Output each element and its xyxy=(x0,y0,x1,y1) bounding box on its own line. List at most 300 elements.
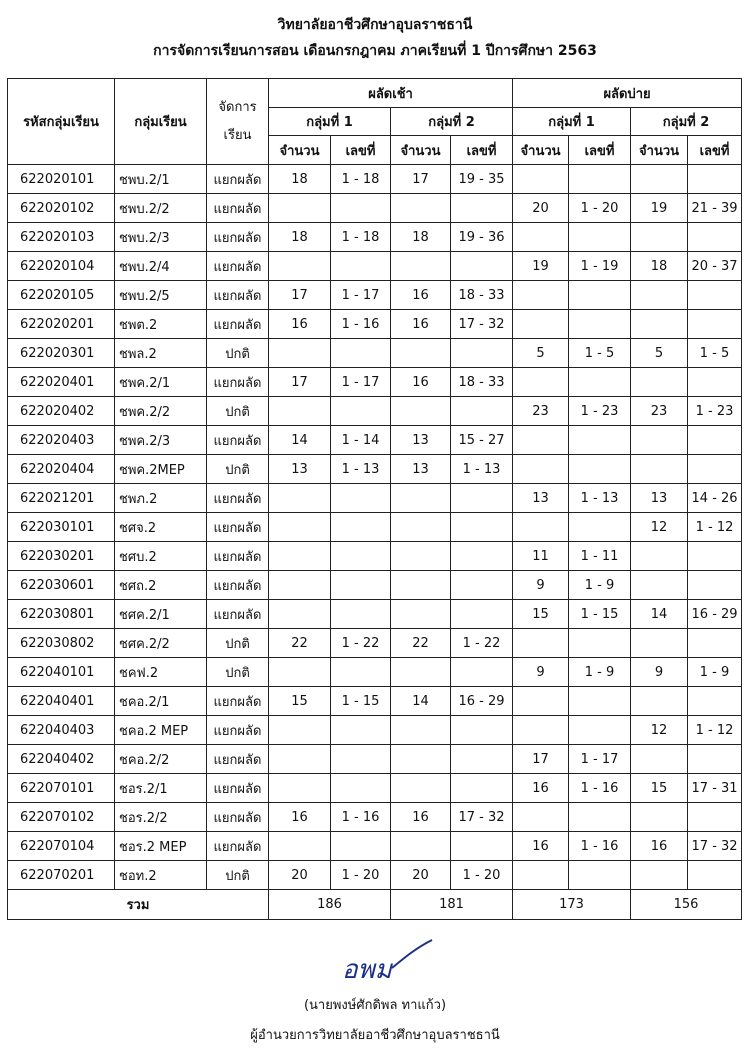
cell-morning-g1-number: 1 - 18 xyxy=(331,223,391,252)
cell-afternoon-g1-count xyxy=(513,455,569,484)
cell-morning-g1-number xyxy=(331,600,391,629)
total-label: รวม xyxy=(8,890,269,920)
header-morning-group1: กลุ่มที่ 1 xyxy=(269,108,391,136)
cell-mgmt: แยกผลัด xyxy=(207,223,269,252)
cell-morning-g2-count: 16 xyxy=(391,803,451,832)
cell-morning-g1-number: 1 - 20 xyxy=(331,861,391,890)
cell-afternoon-g1-count xyxy=(513,716,569,745)
cell-afternoon-g2-count: 15 xyxy=(631,774,688,803)
cell-afternoon-g1-count: 17 xyxy=(513,745,569,774)
cell-mgmt: แยกผลัด xyxy=(207,513,269,542)
cell-afternoon-g1-number xyxy=(569,165,631,194)
cell-morning-g1-number: 1 - 22 xyxy=(331,629,391,658)
cell-morning-g1-count: 18 xyxy=(269,165,331,194)
cell-afternoon-g1-count: 23 xyxy=(513,397,569,426)
cell-afternoon-g2-count xyxy=(631,223,688,252)
cell-mgmt: แยกผลัด xyxy=(207,426,269,455)
cell-afternoon-g1-count xyxy=(513,310,569,339)
cell-afternoon-g1-count xyxy=(513,803,569,832)
cell-afternoon-g1-number: 1 - 23 xyxy=(569,397,631,426)
cell-mgmt: แยกผลัด xyxy=(207,542,269,571)
cell-afternoon-g2-count: 13 xyxy=(631,484,688,513)
cell-code: 622020403 xyxy=(8,426,115,455)
cell-group: ชอร.2 MEP xyxy=(115,832,207,861)
total-afternoon-group1: 173 xyxy=(513,890,631,920)
cell-afternoon-g1-number xyxy=(569,455,631,484)
total-afternoon-group2: 156 xyxy=(631,890,742,920)
cell-morning-g1-number: 1 - 14 xyxy=(331,426,391,455)
cell-afternoon-g2-count: 12 xyxy=(631,513,688,542)
cell-morning-g1-count: 16 xyxy=(269,803,331,832)
cell-afternoon-g1-count xyxy=(513,861,569,890)
cell-morning-g2-number xyxy=(451,542,513,571)
cell-afternoon-g1-count: 19 xyxy=(513,252,569,281)
cell-morning-g2-number: 15 - 27 xyxy=(451,426,513,455)
cell-morning-g1-count: 20 xyxy=(269,861,331,890)
cell-code: 622020104 xyxy=(8,252,115,281)
cell-group: ชพค.2/1 xyxy=(115,368,207,397)
cell-mgmt: ปกติ xyxy=(207,339,269,368)
cell-mgmt: ปกติ xyxy=(207,397,269,426)
header-morning-group2: กลุ่มที่ 2 xyxy=(391,108,513,136)
cell-code: 622070201 xyxy=(8,861,115,890)
cell-afternoon-g2-count xyxy=(631,281,688,310)
cell-morning-g2-count xyxy=(391,397,451,426)
table-row xyxy=(8,600,742,629)
cell-morning-g2-count xyxy=(391,513,451,542)
cell-mgmt: ปกติ xyxy=(207,861,269,890)
cell-morning-g1-number xyxy=(331,513,391,542)
cell-morning-g1-number: 1 - 13 xyxy=(331,455,391,484)
header-number: เลขที่ xyxy=(688,136,742,165)
cell-afternoon-g1-count: 15 xyxy=(513,600,569,629)
cell-morning-g1-number xyxy=(331,397,391,426)
cell-morning-g2-number xyxy=(451,252,513,281)
table-row xyxy=(8,368,742,397)
cell-mgmt: แยกผลัด xyxy=(207,194,269,223)
cell-code: 622040403 xyxy=(8,716,115,745)
cell-morning-g2-number xyxy=(451,832,513,861)
cell-code: 622030101 xyxy=(8,513,115,542)
signer-name: (นายพงษ์ศักดิพล ทาแก้ว) xyxy=(303,998,447,1013)
cell-afternoon-g1-number xyxy=(569,281,631,310)
cell-morning-g2-number: 18 - 33 xyxy=(451,281,513,310)
cell-mgmt: แยกผลัด xyxy=(207,281,269,310)
cell-code: 622021201 xyxy=(8,484,115,513)
cell-morning-g1-count xyxy=(269,397,331,426)
cell-afternoon-g2-number: 14 - 26 xyxy=(688,484,742,513)
header-morning-shift: ผลัดเช้า xyxy=(269,79,513,108)
table-row xyxy=(8,484,742,513)
document-subtitle: การจัดการเรียนการสอน เดือนกรกฎาคม ภาคเรียนที่ 1 ปีการศึกษา 2563 xyxy=(153,43,597,59)
cell-afternoon-g2-number: 17 - 32 xyxy=(688,832,742,861)
cell-afternoon-g1-number xyxy=(569,716,631,745)
header-number: เลขที่ xyxy=(331,136,391,165)
cell-afternoon-g2-number xyxy=(688,310,742,339)
cell-code: 622020401 xyxy=(8,368,115,397)
cell-morning-g2-count: 13 xyxy=(391,455,451,484)
cell-afternoon-g2-count xyxy=(631,426,688,455)
cell-code: 622040402 xyxy=(8,745,115,774)
cell-code: 622030801 xyxy=(8,600,115,629)
cell-afternoon-g1-count: 16 xyxy=(513,774,569,803)
cell-mgmt: แยกผลัด xyxy=(207,571,269,600)
cell-morning-g2-number: 1 - 13 xyxy=(451,455,513,484)
table-row xyxy=(8,832,742,861)
cell-afternoon-g2-count xyxy=(631,310,688,339)
cell-morning-g1-number: 1 - 17 xyxy=(331,368,391,397)
cell-morning-g2-number xyxy=(451,658,513,687)
cell-afternoon-g1-number: 1 - 17 xyxy=(569,745,631,774)
cell-morning-g1-count: 14 xyxy=(269,426,331,455)
cell-afternoon-g2-count xyxy=(631,571,688,600)
cell-morning-g1-number: 1 - 18 xyxy=(331,165,391,194)
cell-afternoon-g1-count xyxy=(513,368,569,397)
cell-group: ชศบ.2 xyxy=(115,542,207,571)
cell-mgmt: แยกผลัด xyxy=(207,803,269,832)
table-row xyxy=(8,165,742,194)
signature-stroke xyxy=(392,940,432,968)
cell-morning-g1-count xyxy=(269,658,331,687)
cell-afternoon-g2-number: 20 - 37 xyxy=(688,252,742,281)
cell-morning-g2-number: 1 - 20 xyxy=(451,861,513,890)
cell-afternoon-g2-count: 19 xyxy=(631,194,688,223)
cell-afternoon-g2-count xyxy=(631,629,688,658)
header-afternoon-group2: กลุ่มที่ 2 xyxy=(631,108,742,136)
cell-afternoon-g2-number xyxy=(688,803,742,832)
cell-morning-g2-number xyxy=(451,774,513,803)
cell-morning-g2-number: 16 - 29 xyxy=(451,687,513,716)
cell-morning-g2-count: 14 xyxy=(391,687,451,716)
cell-afternoon-g2-number: 1 - 5 xyxy=(688,339,742,368)
cell-morning-g1-count: 15 xyxy=(269,687,331,716)
cell-afternoon-g1-count: 11 xyxy=(513,542,569,571)
table-row xyxy=(8,658,742,687)
table-row xyxy=(8,281,742,310)
cell-afternoon-g2-number xyxy=(688,629,742,658)
cell-morning-g1-count: 17 xyxy=(269,281,331,310)
signature-mark xyxy=(320,938,440,988)
cell-afternoon-g1-number: 1 - 19 xyxy=(569,252,631,281)
cell-morning-g1-number: 1 - 16 xyxy=(331,310,391,339)
cell-group: ชศค.2/1 xyxy=(115,600,207,629)
signature-scribble: อพม xyxy=(342,955,392,985)
cell-afternoon-g2-number xyxy=(688,165,742,194)
cell-morning-g2-number xyxy=(451,600,513,629)
cell-group: ชศถ.2 xyxy=(115,571,207,600)
cell-afternoon-g1-number xyxy=(569,629,631,658)
cell-afternoon-g2-count xyxy=(631,455,688,484)
cell-morning-g1-count: 16 xyxy=(269,310,331,339)
cell-afternoon-g2-count xyxy=(631,165,688,194)
cell-morning-g1-count xyxy=(269,513,331,542)
cell-code: 622020103 xyxy=(8,223,115,252)
cell-afternoon-g1-number xyxy=(569,223,631,252)
cell-morning-g2-count xyxy=(391,339,451,368)
cell-afternoon-g2-number: 1 - 9 xyxy=(688,658,742,687)
cell-morning-g2-count: 17 xyxy=(391,165,451,194)
cell-afternoon-g2-number xyxy=(688,745,742,774)
header-count: จำนวน xyxy=(269,136,331,165)
cell-afternoon-g2-number: 17 - 31 xyxy=(688,774,742,803)
cell-mgmt: ปกติ xyxy=(207,629,269,658)
cell-mgmt: แยกผลัด xyxy=(207,600,269,629)
cell-mgmt: ปกติ xyxy=(207,455,269,484)
table-row xyxy=(8,571,742,600)
cell-afternoon-g2-count xyxy=(631,745,688,774)
cell-code: 622020101 xyxy=(8,165,115,194)
cell-afternoon-g2-number xyxy=(688,687,742,716)
cell-afternoon-g1-number: 1 - 9 xyxy=(569,658,631,687)
cell-morning-g1-count: 18 xyxy=(269,223,331,252)
cell-morning-g2-count: 16 xyxy=(391,281,451,310)
cell-afternoon-g2-number xyxy=(688,223,742,252)
cell-afternoon-g1-number: 1 - 13 xyxy=(569,484,631,513)
cell-morning-g2-count xyxy=(391,745,451,774)
table-body xyxy=(8,165,742,890)
cell-mgmt: แยกผลัด xyxy=(207,368,269,397)
header-afternoon-shift: ผลัดบ่าย xyxy=(513,79,742,108)
cell-mgmt: แยกผลัด xyxy=(207,716,269,745)
cell-afternoon-g2-number: 16 - 29 xyxy=(688,600,742,629)
cell-group: ชพค.2MEP xyxy=(115,455,207,484)
cell-afternoon-g1-count: 9 xyxy=(513,658,569,687)
cell-code: 622040101 xyxy=(8,658,115,687)
table-row xyxy=(8,803,742,832)
cell-afternoon-g2-number xyxy=(688,571,742,600)
cell-group: ชคอ.2/1 xyxy=(115,687,207,716)
table-row xyxy=(8,252,742,281)
cell-morning-g2-count xyxy=(391,542,451,571)
cell-afternoon-g1-number: 1 - 9 xyxy=(569,571,631,600)
cell-code: 622020105 xyxy=(8,281,115,310)
cell-group: ชพบ.2/5 xyxy=(115,281,207,310)
cell-morning-g1-count xyxy=(269,716,331,745)
cell-afternoon-g2-number xyxy=(688,861,742,890)
table-row xyxy=(8,687,742,716)
cell-morning-g2-count xyxy=(391,484,451,513)
total-morning-group1: 186 xyxy=(269,890,391,920)
cell-group: ชคอ.2/2 xyxy=(115,745,207,774)
cell-afternoon-g1-count: 9 xyxy=(513,571,569,600)
cell-code: 622070101 xyxy=(8,774,115,803)
cell-morning-g1-number xyxy=(331,774,391,803)
table-row xyxy=(8,223,742,252)
header-count: จำนวน xyxy=(513,136,569,165)
cell-morning-g2-number xyxy=(451,339,513,368)
cell-morning-g2-count xyxy=(391,600,451,629)
cell-group: ชพต.2 xyxy=(115,310,207,339)
cell-morning-g2-number xyxy=(451,513,513,542)
cell-afternoon-g1-number xyxy=(569,687,631,716)
cell-group: ชอร.2/2 xyxy=(115,803,207,832)
cell-afternoon-g2-count: 16 xyxy=(631,832,688,861)
cell-mgmt: แยกผลัด xyxy=(207,310,269,339)
cell-afternoon-g2-count xyxy=(631,803,688,832)
cell-morning-g2-number xyxy=(451,571,513,600)
cell-afternoon-g2-number xyxy=(688,455,742,484)
cell-afternoon-g2-number xyxy=(688,368,742,397)
table-row xyxy=(8,426,742,455)
cell-afternoon-g1-number xyxy=(569,310,631,339)
cell-morning-g1-number xyxy=(331,745,391,774)
cell-afternoon-g1-count xyxy=(513,426,569,455)
cell-afternoon-g2-count xyxy=(631,687,688,716)
table-row xyxy=(8,745,742,774)
cell-group: ชพภ.2 xyxy=(115,484,207,513)
cell-morning-g1-number xyxy=(331,339,391,368)
cell-afternoon-g1-count: 5 xyxy=(513,339,569,368)
cell-morning-g1-count: 17 xyxy=(269,368,331,397)
cell-morning-g1-count xyxy=(269,542,331,571)
cell-code: 622030201 xyxy=(8,542,115,571)
table-row xyxy=(8,513,742,542)
cell-morning-g1-number xyxy=(331,832,391,861)
table-row xyxy=(8,774,742,803)
cell-group: ชพค.2/2 xyxy=(115,397,207,426)
cell-afternoon-g1-count xyxy=(513,165,569,194)
cell-morning-g2-number xyxy=(451,716,513,745)
cell-afternoon-g1-count xyxy=(513,629,569,658)
cell-morning-g1-number xyxy=(331,542,391,571)
cell-code: 622040401 xyxy=(8,687,115,716)
cell-code: 622020201 xyxy=(8,310,115,339)
cell-group: ชอท.2 xyxy=(115,861,207,890)
cell-morning-g1-number xyxy=(331,484,391,513)
cell-morning-g2-number: 19 - 36 xyxy=(451,223,513,252)
cell-afternoon-g1-count: 16 xyxy=(513,832,569,861)
cell-morning-g1-count xyxy=(269,194,331,223)
cell-afternoon-g1-number: 1 - 16 xyxy=(569,774,631,803)
cell-morning-g2-number: 1 - 22 xyxy=(451,629,513,658)
cell-morning-g2-count xyxy=(391,658,451,687)
table-row xyxy=(8,716,742,745)
cell-afternoon-g1-number: 1 - 15 xyxy=(569,600,631,629)
cell-morning-g1-count xyxy=(269,571,331,600)
cell-mgmt: แยกผลัด xyxy=(207,745,269,774)
cell-group: ชคอ.2 MEP xyxy=(115,716,207,745)
cell-group: ชศค.2/2 xyxy=(115,629,207,658)
cell-mgmt: แยกผลัด xyxy=(207,832,269,861)
cell-afternoon-g2-count: 5 xyxy=(631,339,688,368)
cell-group: ชพบ.2/2 xyxy=(115,194,207,223)
cell-afternoon-g1-number xyxy=(569,513,631,542)
cell-morning-g1-count xyxy=(269,832,331,861)
cell-afternoon-g1-number xyxy=(569,803,631,832)
cell-code: 622020102 xyxy=(8,194,115,223)
cell-code: 622070102 xyxy=(8,803,115,832)
cell-afternoon-g2-number: 21 - 39 xyxy=(688,194,742,223)
table-row xyxy=(8,861,742,890)
cell-afternoon-g2-count: 9 xyxy=(631,658,688,687)
cell-morning-g1-count xyxy=(269,600,331,629)
cell-morning-g2-count xyxy=(391,774,451,803)
cell-group: ชพล.2 xyxy=(115,339,207,368)
cell-morning-g1-count xyxy=(269,484,331,513)
table-row xyxy=(8,397,742,426)
cell-afternoon-g2-count: 14 xyxy=(631,600,688,629)
cell-morning-g2-count xyxy=(391,716,451,745)
header-number: เลขที่ xyxy=(569,136,631,165)
cell-code: 622030802 xyxy=(8,629,115,658)
cell-group: ชอร.2/1 xyxy=(115,774,207,803)
cell-afternoon-g1-number xyxy=(569,426,631,455)
cell-morning-g1-count xyxy=(269,339,331,368)
cell-morning-g1-number xyxy=(331,194,391,223)
cell-afternoon-g2-count xyxy=(631,542,688,571)
cell-morning-g1-number xyxy=(331,716,391,745)
table-row xyxy=(8,629,742,658)
cell-code: 622020404 xyxy=(8,455,115,484)
cell-code: 622030601 xyxy=(8,571,115,600)
cell-morning-g2-number xyxy=(451,745,513,774)
cell-morning-g2-count: 18 xyxy=(391,223,451,252)
cell-afternoon-g2-count: 12 xyxy=(631,716,688,745)
cell-morning-g2-number: 18 - 33 xyxy=(451,368,513,397)
cell-afternoon-g2-number xyxy=(688,542,742,571)
cell-group: ชพค.2/3 xyxy=(115,426,207,455)
cell-morning-g2-count: 13 xyxy=(391,426,451,455)
cell-morning-g1-number xyxy=(331,658,391,687)
header-code: รหัสกลุ่มเรียน xyxy=(8,79,115,165)
cell-morning-g2-count xyxy=(391,194,451,223)
cell-afternoon-g2-count: 23 xyxy=(631,397,688,426)
header-mgmt: จัดการเรียน xyxy=(207,79,269,165)
cell-morning-g2-number: 17 - 32 xyxy=(451,803,513,832)
total-morning-group2: 181 xyxy=(391,890,513,920)
cell-morning-g1-count: 13 xyxy=(269,455,331,484)
cell-afternoon-g1-number xyxy=(569,861,631,890)
cell-afternoon-g1-number: 1 - 11 xyxy=(569,542,631,571)
cell-afternoon-g2-number: 1 - 12 xyxy=(688,716,742,745)
cell-morning-g2-count xyxy=(391,252,451,281)
table-row xyxy=(8,455,742,484)
cell-afternoon-g1-number: 1 - 16 xyxy=(569,832,631,861)
cell-morning-g1-count xyxy=(269,774,331,803)
cell-afternoon-g2-count xyxy=(631,861,688,890)
table-row xyxy=(8,339,742,368)
cell-group: ชพบ.2/3 xyxy=(115,223,207,252)
cell-afternoon-g1-number: 1 - 20 xyxy=(569,194,631,223)
cell-morning-g1-count xyxy=(269,252,331,281)
cell-morning-g1-number: 1 - 16 xyxy=(331,803,391,832)
cell-group: ชพบ.2/4 xyxy=(115,252,207,281)
cell-morning-g2-number: 17 - 32 xyxy=(451,310,513,339)
cell-morning-g2-count xyxy=(391,832,451,861)
cell-afternoon-g2-number: 1 - 23 xyxy=(688,397,742,426)
header-number: เลขที่ xyxy=(451,136,513,165)
table-row xyxy=(8,542,742,571)
cell-afternoon-g1-count xyxy=(513,281,569,310)
cell-morning-g2-count: 20 xyxy=(391,861,451,890)
document-title: วิทยาลัยอาชีวศึกษาอุบลราชธานี xyxy=(277,17,473,33)
cell-morning-g1-number xyxy=(331,571,391,600)
cell-morning-g1-number: 1 - 17 xyxy=(331,281,391,310)
cell-afternoon-g2-count xyxy=(631,368,688,397)
cell-mgmt: แยกผลัด xyxy=(207,774,269,803)
signer-position: ผู้อำนวยการวิทยาลัยอาชีวศึกษาอุบลราชธานี xyxy=(250,1028,500,1043)
cell-morning-g2-count: 16 xyxy=(391,310,451,339)
cell-morning-g2-count: 22 xyxy=(391,629,451,658)
cell-afternoon-g1-number xyxy=(569,368,631,397)
cell-morning-g2-count xyxy=(391,571,451,600)
cell-morning-g2-count: 16 xyxy=(391,368,451,397)
cell-morning-g2-number: 19 - 35 xyxy=(451,165,513,194)
cell-afternoon-g1-count: 20 xyxy=(513,194,569,223)
header-count: จำนวน xyxy=(631,136,688,165)
cell-afternoon-g2-count: 18 xyxy=(631,252,688,281)
cell-afternoon-g1-count xyxy=(513,223,569,252)
